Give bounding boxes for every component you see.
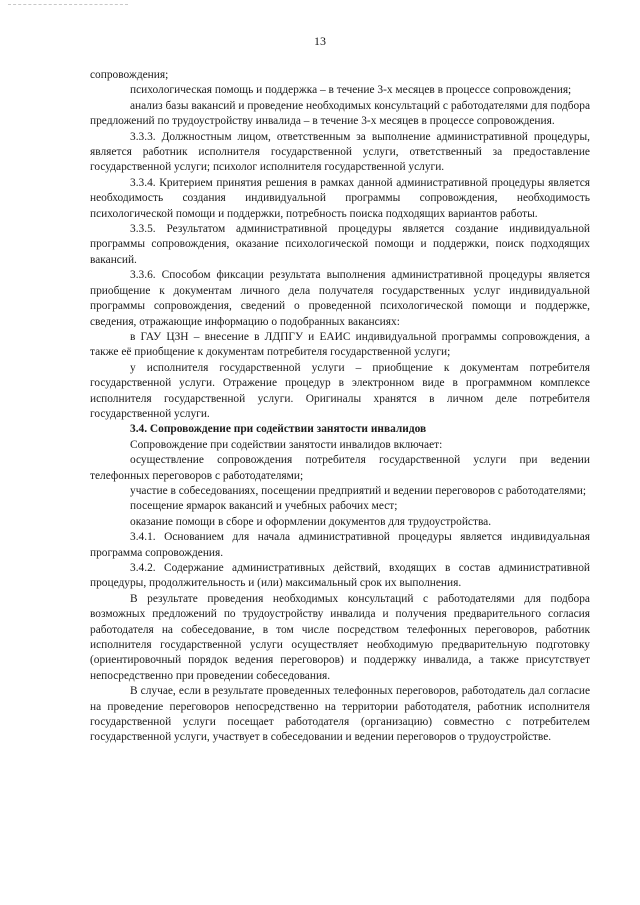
paragraph: оказание помощи в сборе и оформлении документов для трудоустройства. [130,515,492,528]
paragraph: посещение ярмарок вакансий и учебных рабочих мест; [130,500,398,513]
document-body [90,68,590,746]
paragraph: в ГАУ ЦЗН – внесение в ЛДПГУ и ЕАИС индивидуальной программы сопровождения, а также её приобщение к документам потребителя государственной услуги; [90,330,590,359]
section-heading: 3.4. Сопровождение при содействии занятости инвалидов [130,423,427,436]
paragraph: осуществление сопровождения потребителя государственной услуги при ведении телефонных переговоров с работодателями; [90,454,590,482]
paragraph: психологическая помощь и поддержка – в течение 3-х месяцев в процессе сопровождения; [130,84,572,97]
paragraph: 3.3.3. Должностным лицом, ответственным за выполнение административной процедуры, является работник исполнителя государственной услуги, ответственный за предоставление государственной услуги; психолог исполнителя государственной услуги. [90,130,590,174]
paragraph: 3.3.6. Способом фиксации результата выполнения административной процедуры является приобщение к документам личного дела получателя государственных услуг индивидуальной программы сопровождения, сведений о проведенной психологической помощи и поддержке, сведения, отражающие информацию о подобранных вакансиях: [90,269,590,328]
paragraph: Сопровождение при содействии занятости инвалидов включает: [130,438,443,451]
paragraph: 3.3.4. Критерием принятия решения в рамках данной административной процедуры является необходимость создания индивидуальной программы сопровождения, необходимость психологической помощи и поддержки, потребность поиска подходящих вариантов работы. [90,176,590,220]
paragraph: сопровождения; [90,69,169,81]
paragraph: В случае, если в результате проведенных телефонных переговоров, работодатель дал согласие на проведение переговоров непосредственно на территории работодателя, работник исполнителя государственной услуги посещает работодателя (организацию) совместно с потребителем государственной услуги, участвует в собеседовании и ведении переговоров о трудоустройстве. [90,685,590,744]
paragraph: участие в собеседованиях, посещении предприятий и ведении переговоров с работодателями; [130,484,587,497]
paragraph: 3.4.2. Содержание административных действий, входящих в состав административной процедуры, продолжительность и (или) максимальный срок их выполнения. [90,562,590,590]
paragraph: анализ базы вакансий и проведение необходимых консультаций с работодателями для подбора предложений по трудоустройству инвалида – в течение 3-х месяцев в процессе сопровождения. [90,99,590,128]
page-number: 13 [314,34,326,48]
paragraph: В результате проведения необходимых консультаций с работодателями для подбора возможных предложений по трудоустройству инвалида и получения предварительного согласия работодателя на собеседование, в том числе посредством телефонных переговоров, работник исполнителя государственной услуги осуществляет необходимую предварительную подготовку (ориентировочный порядок ведения переговоров) и поддержку инвалида, а также присутствует непосредственно при проведении собеседования. [90,592,590,682]
paragraph: у исполнителя государственной услуги – приобщение к документам потребителя государственной услуги. Отражение процедур в электронном виде в программном комплексе исполнителя государственной услуги. Оригиналы хранятся в личном деле потребителя государственной услуги. [90,361,590,420]
scan-artifact [8,4,128,9]
paragraph: 3.3.5. Результатом административной процедуры является создание индивидуальной программы сопровождения, оказание психологической помощи и поддержки, поиск подходящих вакансий. [90,223,590,266]
paragraph: 3.4.1. Основанием для начала административной процедуры является индивидуальная программа сопровождения. [90,531,590,559]
